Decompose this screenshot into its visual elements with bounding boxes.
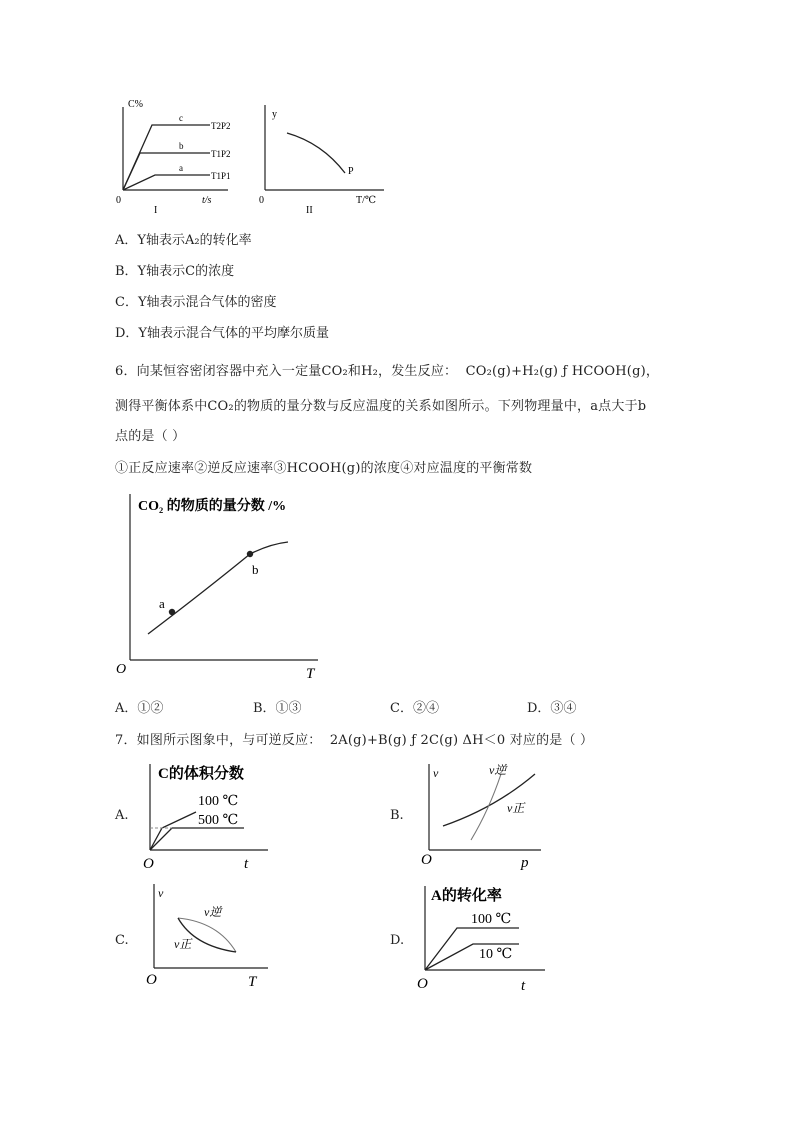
q6-option-b: B．①③: [253, 701, 302, 716]
q5-option-c: C．Y轴表示混合气体的密度: [115, 295, 277, 310]
fig1-caption: I: [154, 205, 158, 215]
q6-stem-text: 6．向某恒容密闭容器中充入一定量CO₂和H₂，发生反应：: [115, 364, 458, 379]
q6-stem-line4: ①正反应速率②逆反应速率③HCOOH(g)的浓度④对应温度的平衡常数: [115, 461, 533, 476]
q6-xlabel: T: [306, 666, 315, 682]
q7a-xlabel: t: [244, 856, 249, 872]
q7c-label-fwd: v正: [174, 937, 192, 951]
q7-figure-a: [138, 760, 278, 872]
q7-stem-text: 7．如图所示图象中，与可逆反应：: [115, 733, 322, 748]
fig1-curve-c: [123, 125, 210, 190]
q7a-curve-1: [150, 812, 196, 850]
fig1-xlabel: t/s: [202, 195, 212, 206]
q7a-ylabel: C的体积分数: [158, 766, 244, 782]
fig2-origin: 0: [259, 195, 264, 206]
q7-figure-d: [413, 882, 553, 992]
fig1-tag-a: T1P1: [211, 171, 231, 181]
q6-point-a: [169, 609, 175, 615]
fig2-xlabel: T/℃: [356, 195, 377, 206]
q7-letter-a: A.: [115, 808, 129, 823]
fig1-curve-a: [123, 175, 210, 190]
q6-point-b: [247, 551, 253, 557]
q6-option-a: A．①②: [115, 701, 164, 716]
q6-origin: O: [116, 662, 127, 677]
q5-option-b: B．Y轴表示C的浓度: [115, 264, 235, 279]
q5-figure-1: [110, 95, 240, 215]
q7-figure-c: [138, 880, 278, 990]
fig2-ylabel: y: [272, 109, 277, 120]
q7b-xlabel: p: [521, 855, 529, 871]
q7c-ylabel: v: [158, 886, 164, 900]
q7-stem-end: 对应的是（ ）: [509, 733, 594, 748]
q5-option-a: A．Y轴表示A₂的转化率: [115, 233, 252, 248]
q6-label-b: b: [252, 562, 259, 577]
q6-stem-line3: 点的是（ ）: [115, 429, 186, 444]
q7c-xlabel: T: [248, 974, 257, 990]
q7b-ylabel: v: [433, 766, 439, 780]
q6-option-c: C．②④: [390, 701, 439, 716]
q6-stem-line1: [115, 360, 659, 379]
fig1-origin: 0: [116, 195, 121, 206]
q7d-ylabel: A的转化率: [431, 888, 502, 904]
q7c-label-rev: v逆: [204, 905, 222, 919]
q7d-label-2: 10 ℃: [479, 947, 513, 962]
q7-figure-b: [415, 760, 545, 872]
q6-option-d: D．③④: [527, 701, 577, 716]
q6-curve: [148, 542, 288, 634]
fig1-letter-c: c: [179, 113, 183, 123]
q7d-xlabel: t: [521, 978, 526, 992]
q6-label-a: a: [159, 596, 165, 611]
q7b-origin: O: [421, 852, 432, 868]
q6-chart: [110, 488, 350, 688]
q7d-label-1: 100 ℃: [471, 912, 512, 927]
fig1-tag-b: T1P2: [211, 149, 231, 159]
q7b-curve-fwd: [443, 774, 535, 826]
fig2-curve: [287, 133, 345, 173]
q7-reaction: 2A(g)+B(g) ƒ 2C(g) ΔH＜0: [329, 733, 506, 748]
q7-stem: [115, 729, 593, 748]
q7a-label-2: 500 ℃: [198, 813, 239, 828]
q6-stem-line2: 测得平衡体系中CO₂的物质的量分数与反应温度的关系如图所示。下列物理量中，a点大于b: [115, 399, 647, 414]
q7-letter-d: D.: [390, 933, 405, 948]
q7b-label-fwd: v正: [507, 801, 525, 815]
q5-option-d: D．Y轴表示混合气体的平均摩尔质量: [115, 326, 330, 341]
q6-reaction: CO₂(g)+H₂(g) ƒ HCOOH(g)，: [465, 364, 660, 379]
fig2-caption: II: [306, 205, 313, 215]
fig1-tag-c: T2P2: [211, 121, 231, 131]
fig1-letter-b: b: [179, 141, 184, 151]
q7b-label-rev: v逆: [489, 763, 507, 777]
fig1-letter-a: a: [179, 163, 183, 173]
q7d-origin: O: [417, 976, 428, 992]
q7-letter-c: C.: [115, 933, 129, 948]
q7a-origin: O: [143, 856, 154, 872]
q7a-label-1: 100 ℃: [198, 794, 239, 809]
fig1-ylabel: C%: [128, 99, 143, 110]
fig2-point-label: P: [348, 166, 354, 177]
q6-ylabel: CO₂ 的物质的量分数 /%: [138, 499, 287, 514]
q7a-curve-2: [150, 828, 244, 850]
q7-letter-b: B.: [390, 808, 404, 823]
q5-figure-2: [252, 95, 392, 215]
q7c-origin: O: [146, 972, 157, 988]
